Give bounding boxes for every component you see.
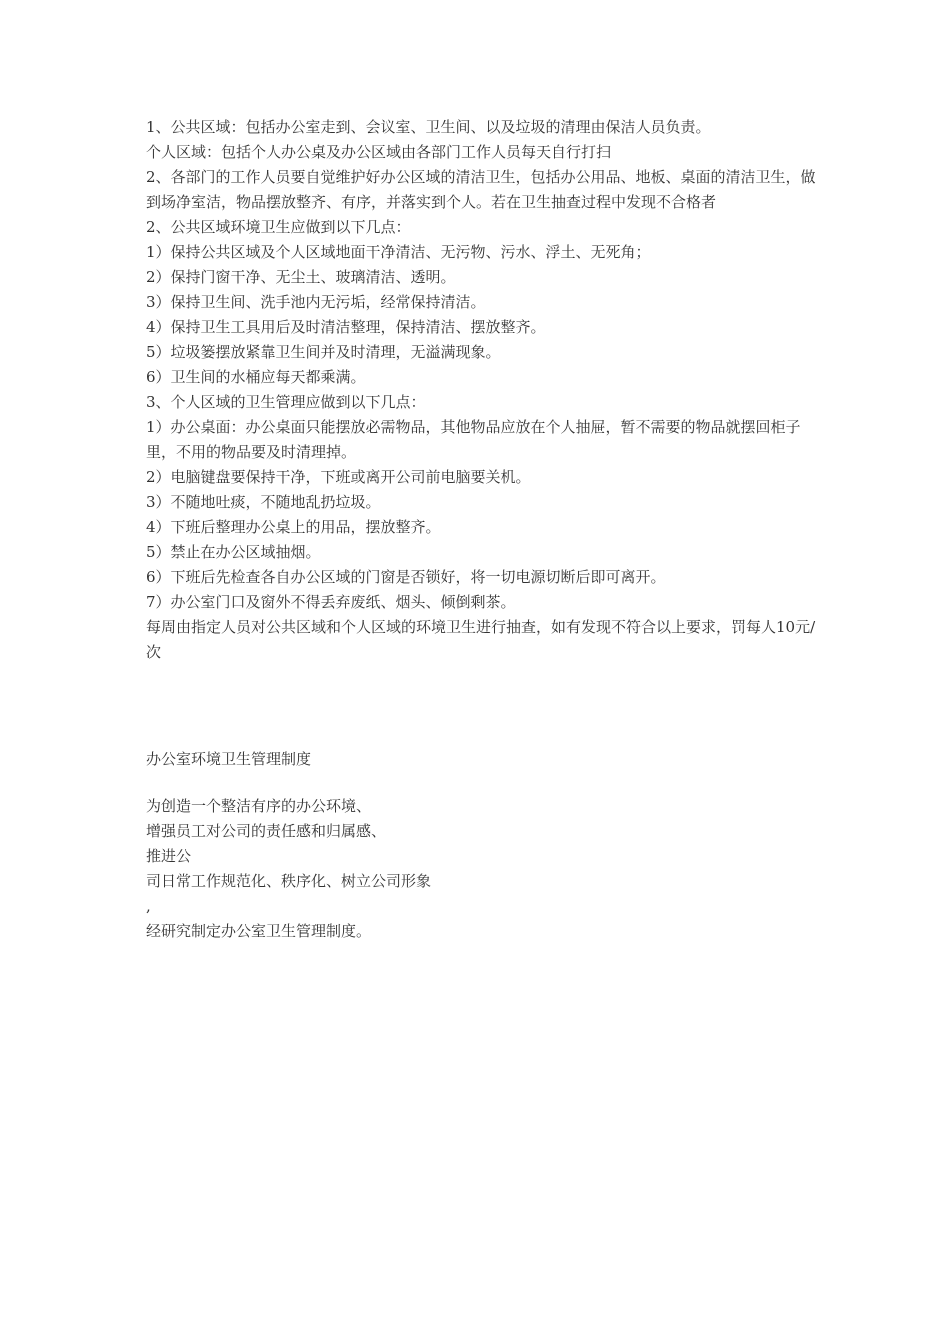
rule-line-7: 3）保持卫生间、洗手池内无污垢，经常保持清洁。 [146, 293, 486, 311]
rule-line-2: 个人区域：包括个人办公桌及办公区域由各部门工作人员每天自行打扫 [146, 143, 612, 161]
rule-line-8: 4）保持卫生工具用后及时清洁整理，保持清洁、摆放整齐。 [146, 318, 546, 336]
rule-line-9: 5）垃圾篓摆放紧靠卫生间并及时清理，无溢满现象。 [146, 343, 501, 361]
rule-line-1: 1、公共区域：包括办公室走到、会议室、卫生间、以及垃圾的清理由保洁人员负责。 [146, 118, 711, 136]
intro-line-3: 推进公 [146, 847, 192, 865]
rule-line-6: 2）保持门窗干净、无尘土、玻璃清洁、透明。 [146, 268, 456, 286]
document-body [146, 115, 816, 944]
rule-line-4: 2、公共区域环境卫生应做到以下几点： [146, 218, 411, 236]
intro-section [146, 747, 816, 944]
rule-line-5: 1）保持公共区域及个人区域地面干净清洁、无污物、污水、浮土、无死角； [146, 243, 651, 261]
rules-section [146, 115, 816, 665]
intro-line-5: , [146, 897, 151, 915]
rule-line-17: 6）下班后先检查各自办公区域的门窗是否锁好，将一切电源切断后即可离开。 [146, 568, 666, 586]
rule-line-3: 2、各部门的工作人员要自觉维护好办公区域的清洁卫生，包括办公用品、地板、桌面的清洁卫生，做到场净室洁，物品摆放整齐、有序，并落实到个人。若在卫生抽查过程中发现不合格者 [146, 168, 816, 211]
rule-line-14: 3）不随地吐痰，不随地乱扔垃圾。 [146, 493, 381, 511]
rule-line-13: 2）电脑键盘要保持干净，下班或离开公司前电脑要关机。 [146, 468, 531, 486]
intro-line-6: 经研究制定办公室卫生管理制度。 [146, 922, 372, 940]
intro-line-4: 司日常工作规范化、秩序化、树立公司形象 [146, 872, 432, 890]
rule-line-16: 5）禁止在办公区域抽烟。 [146, 543, 321, 561]
intro-line-1: 为创造一个整洁有序的办公环境、 [146, 797, 372, 815]
rule-line-12: 1）办公桌面：办公桌面只能摆放必需物品，其他物品应放在个人抽屉，暂不需要的物品就摆回柜子里，不用的物品要及时清理掉。 [146, 418, 801, 461]
title-spacer [146, 772, 816, 794]
rule-line-11: 3、个人区域的卫生管理应做到以下几点： [146, 393, 426, 411]
section-spacer [146, 665, 816, 747]
rule-line-10: 6）卫生间的水桶应每天都乘满。 [146, 368, 366, 386]
rule-line-19: 每周由指定人员对公共区域和个人区域的环境卫生进行抽查，如有发现不符合以上要求，罚每人10元/次 [146, 618, 816, 661]
rule-line-18: 7）办公室门口及窗外不得丢弃废纸、烟头、倾倒剩茶。 [146, 593, 516, 611]
rule-line-15: 4）下班后整理办公桌上的用品，摆放整齐。 [146, 518, 441, 536]
section-title: 办公室环境卫生管理制度 [146, 750, 312, 768]
intro-line-2: 增强员工对公司的责任感和归属感、 [146, 822, 387, 840]
